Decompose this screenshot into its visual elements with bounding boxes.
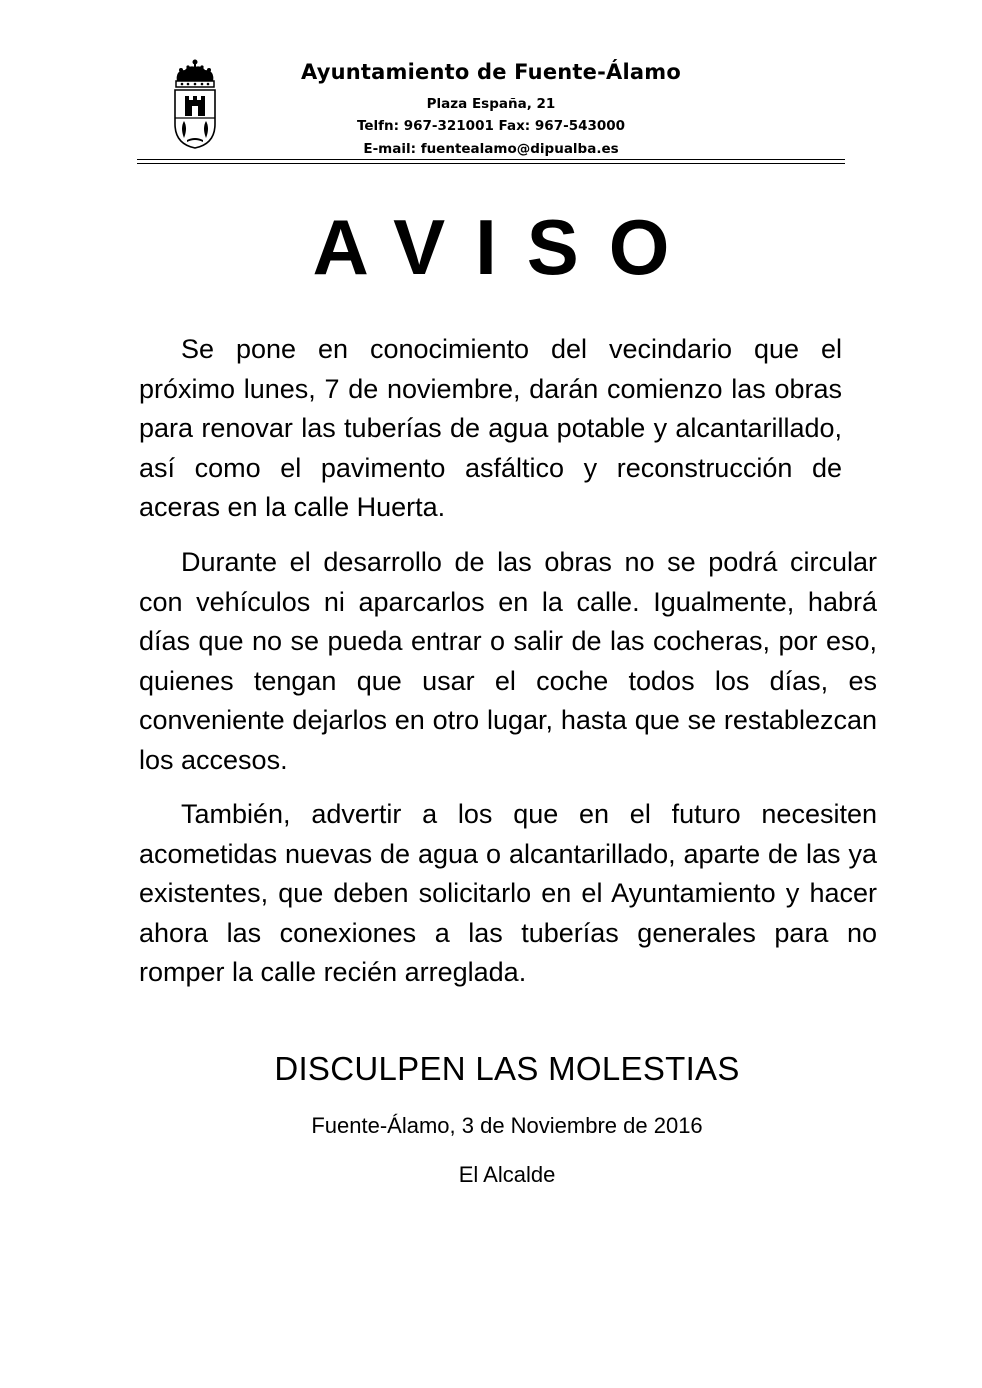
letterhead-divider [137,159,845,160]
organization-email: E-mail: fuentealamo@dipualba.es [363,141,619,157]
organization-address: Plaza España, 21 [426,96,556,112]
notice-paragraph-2: Durante el desarrollo de las obras no se podrá circular con vehículos ni aparcarlos en la calle. Igualmente, habrá días que no se pueda entrar o salir de las cocheras, por eso, quienes tengan que usar el coche todos los días, es conveniente dejarlos en otro lugar, hasta que se restablezcan los accesos. [139,547,877,775]
notice-paragraph-3: También, advertir a los que en el futuro necesiten acometidas nuevas de agua o alcantarillado, aparte de las ya existentes, que deben solicitarlo en el Ayuntamiento y hacer ahora las conexiones a las tuberías generales para no romper la calle recién arreglada. [139,799,877,987]
signer: El Alcalde [458,1162,556,1187]
organization-name: Ayuntamiento de Fuente-Álamo [301,60,681,84]
letterhead [137,56,845,166]
place-and-date: Fuente-Álamo, 3 de Noviembre de 2016 [311,1113,703,1138]
letterhead-divider-secondary [137,163,845,164]
coat-of-arms-icon [167,58,223,150]
notice-paragraph-1: Se pone en conocimiento del vecindario que el próximo lunes, 7 de noviembre, darán comienzo las obras para renovar las tuberías de agua potable y alcantarillado, así como el pavimento asfáltico y reconstrucción de aceras en la calle Huerta. [139,334,842,522]
notice-title: AVISO [312,203,700,291]
organization-phone: Telfn: 967-321001 Fax: 967-543000 [356,118,626,134]
apology-heading: DISCULPEN LAS MOLESTIAS [274,1050,740,1087]
